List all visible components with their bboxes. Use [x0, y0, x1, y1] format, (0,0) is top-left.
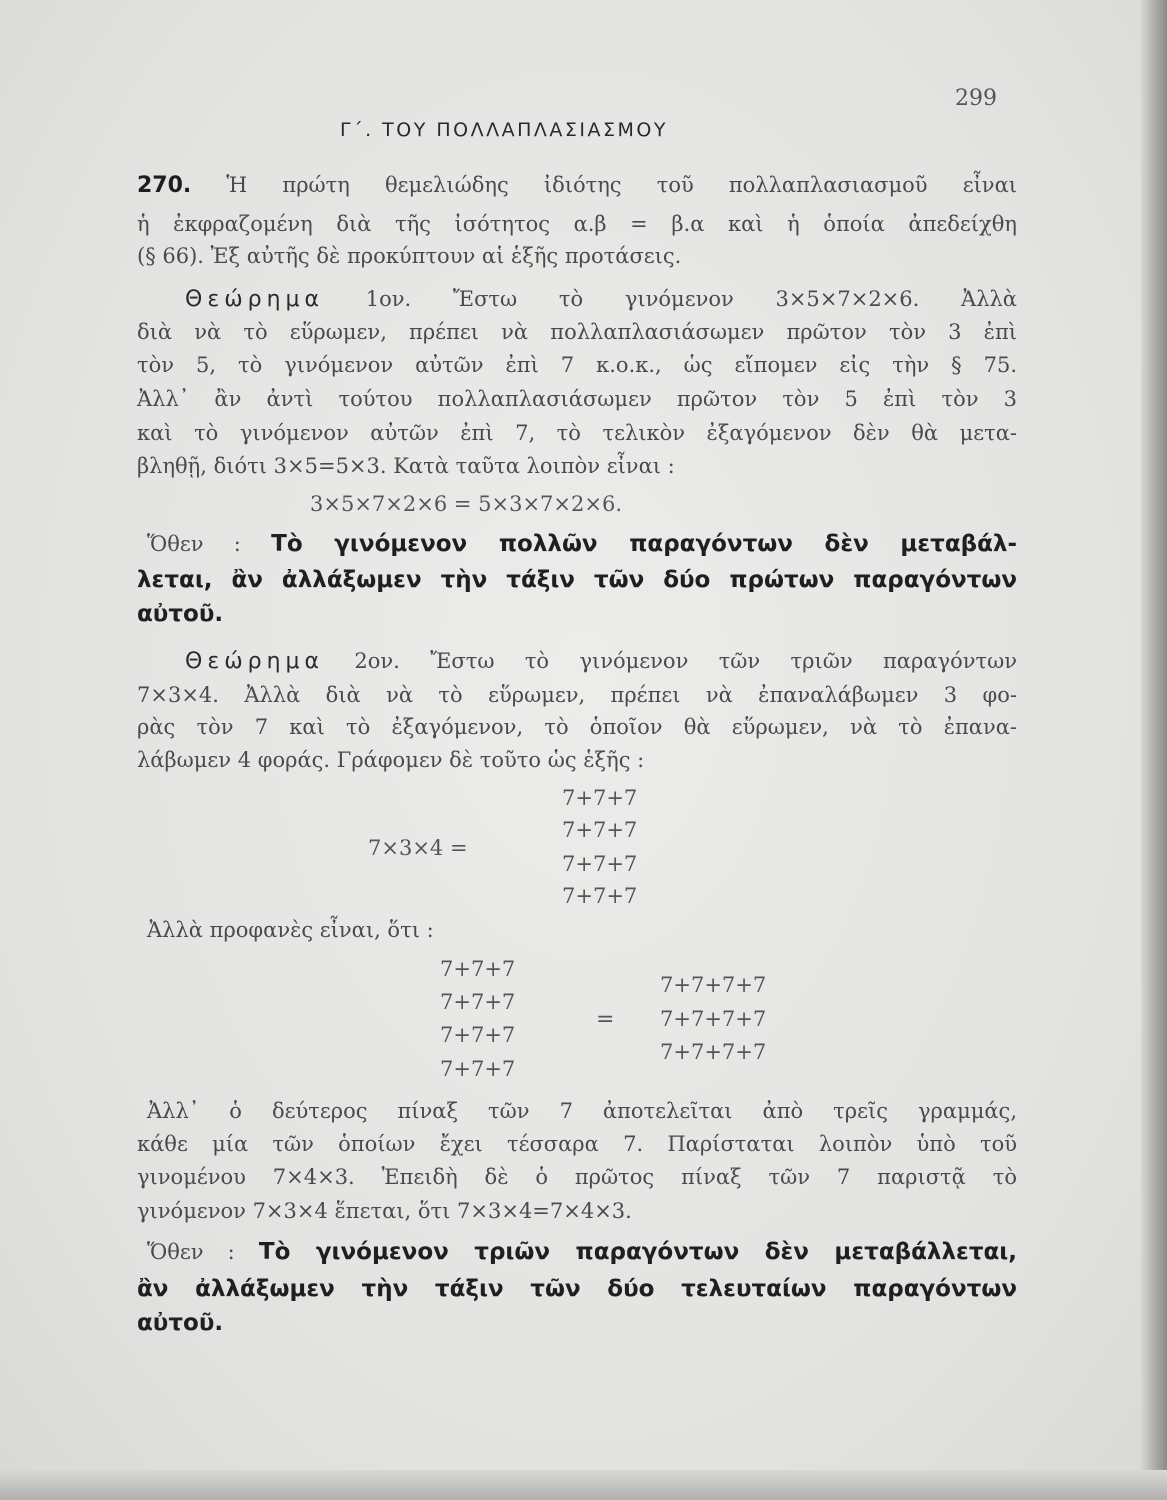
- table-2-right-row: 7+7+7+7: [660, 1040, 767, 1064]
- theorem-1-equation: 3×5×7×2×6 = 5×3×7×2×6.: [310, 492, 622, 516]
- table-2-equals: =: [596, 1007, 615, 1032]
- theorem-2-line-1: Θεώρημα 2ον. Ἔστω τὸ γινόμενον τῶν τριῶν παραγόντων: [185, 649, 1017, 674]
- section-heading: Γ΄. ΤΟΥ ΠΟΛΛΑΠΛΑΣΙΑΣΜΟΥ: [340, 119, 668, 141]
- table-2-right-row: 7+7+7+7: [660, 973, 767, 997]
- conclusion-prefix: Ὅθεν :: [147, 1240, 235, 1264]
- conclusion-2-line-2: ἂν ἀλλάξωμεν τὴν τάξιν τῶν δύο τελευταίων παραγόντων: [137, 1276, 1017, 1302]
- conclusion-1-line-3: αὐτοῦ.: [137, 601, 224, 627]
- para-after-line-1: Ἀλλ᾽ ὁ δεύτερος πίναξ τῶν 7 ἀποτελεῖται ἀπὸ τρεῖς γραμμάς,: [147, 1099, 1017, 1123]
- conclusion-2-line-3: αὐτοῦ.: [137, 1310, 224, 1336]
- table-2-right-row: 7+7+7+7: [660, 1007, 767, 1031]
- theorem-2-line-2: 7×3×4. Ἀλλὰ διὰ νὰ τὸ εὕρωμεν, πρέπει νὰ ἐπαναλάβωμεν 3 φο-: [137, 683, 1017, 707]
- table-1-row: 7+7+7: [562, 786, 638, 810]
- para-after-line-4: γινόμενον 7×3×4 ἕπεται, ὅτι 7×3×4=7×4×3.: [137, 1199, 632, 1223]
- theorem-1-line-4: Ἀλλ᾽ ἂν ἀντὶ τούτου πολλαπλασιάσωμεν πρῶτον τὸν 5 ἐπὶ τὸν 3: [137, 387, 1017, 411]
- obvious-line: Ἀλλὰ προφανὲς εἶναι, ὅτι :: [147, 918, 434, 942]
- paragraph-number: 270.: [137, 173, 192, 198]
- page-edge-shadow: [1141, 0, 1167, 1500]
- conclusion-1-line-1: Ὅθεν : Τὸ γινόμενον πολλῶν παραγόντων δὲν μεταβάλ-: [147, 531, 1017, 557]
- para-270-line-3: (§ 66). Ἐξ αὐτῆς δὲ προκύπτουν αἱ ἑξῆς προτάσεις.: [137, 244, 682, 268]
- conclusion-2-line-1: Ὅθεν : Τὸ γινόμενον τριῶν παραγόντων δὲν μεταβάλλεται,: [147, 1239, 1017, 1265]
- para-270-line-1: 270. Ἡ πρώτη θεμελιώδης ἰδιότης τοῦ πολλαπλασιασμοῦ εἶναι: [137, 173, 1017, 198]
- theorem-1-line-5: καὶ τὸ γινόμενον αὐτῶν ἐπὶ 7, τὸ τελικὸν ἐξαγόμενον δὲν θὰ μετα-: [137, 421, 1017, 445]
- conclusion-1-line-2: λεται, ἂν ἀλλάξωμεν τὴν τάξιν τῶν δύο πρώτων παραγόντων: [137, 567, 1017, 593]
- table-2-left-row: 7+7+7: [440, 990, 516, 1014]
- page-number: 299: [955, 86, 997, 111]
- theorem-2-line-3: ρὰς τὸν 7 καὶ τὸ ἐξαγόμενον, τὸ ὁποῖον θὰ εὕρωμεν, νὰ τὸ ἐπανα-: [137, 715, 1017, 739]
- para-after-line-3: γινομένου 7×4×3. Ἐπειδὴ δὲ ὁ πρῶτος πίναξ τῶν 7 παριστᾷ τὸ: [137, 1165, 1017, 1189]
- table-1-lhs: 7×3×4 =: [368, 836, 468, 860]
- theorem-label: Θεώρημα: [185, 649, 325, 674]
- theorem-1-line-1: Θεώρημα 1ον. Ἔστω τὸ γινόμενον 3×5×7×2×6. Ἀλλὰ: [185, 287, 1017, 312]
- theorem-1-line-2: διὰ νὰ τὸ εὕρωμεν, πρέπει νὰ πολλαπλασιάσωμεν πρῶτον τὸν 3 ἐπὶ: [137, 320, 1017, 344]
- theorem-1-line-3: τὸν 5, τὸ γινόμενον αὐτῶν ἐπὶ 7 κ.ο.κ., ὡς εἴπομεν εἰς τὴν § 75.: [137, 353, 1017, 377]
- table-2-left-row: 7+7+7: [440, 1057, 516, 1081]
- para-after-line-2: κάθε μία τῶν ὁποίων ἔχει τέσσαρα 7. Παρίσταται λοιπὸν ὑπὸ τοῦ: [137, 1132, 1017, 1156]
- theorem-1-line-6: βληθῇ, διότι 3×5=5×3. Κατὰ ταῦτα λοιπὸν εἶναι :: [137, 454, 675, 478]
- table-1-row: 7+7+7: [562, 818, 638, 842]
- table-1-row: 7+7+7: [562, 884, 638, 908]
- theorem-label: Θεώρημα: [185, 287, 325, 312]
- para-270-line-2: ἡ ἐκφραζομένη διὰ τῆς ἰσότητος α.β = β.α καὶ ἡ ὁποία ἀπεδείχθη: [137, 212, 1017, 236]
- table-2-left-row: 7+7+7: [440, 957, 516, 981]
- theorem-2-line-4: λάβωμεν 4 φοράς. Γράφομεν δὲ τοῦτο ὡς ἑξῆς :: [137, 748, 645, 772]
- table-2-left-row: 7+7+7: [440, 1023, 516, 1047]
- page-bottom-shadow: [0, 1470, 1167, 1500]
- conclusion-prefix: Ὅθεν :: [147, 532, 241, 556]
- table-1-row: 7+7+7: [562, 852, 638, 876]
